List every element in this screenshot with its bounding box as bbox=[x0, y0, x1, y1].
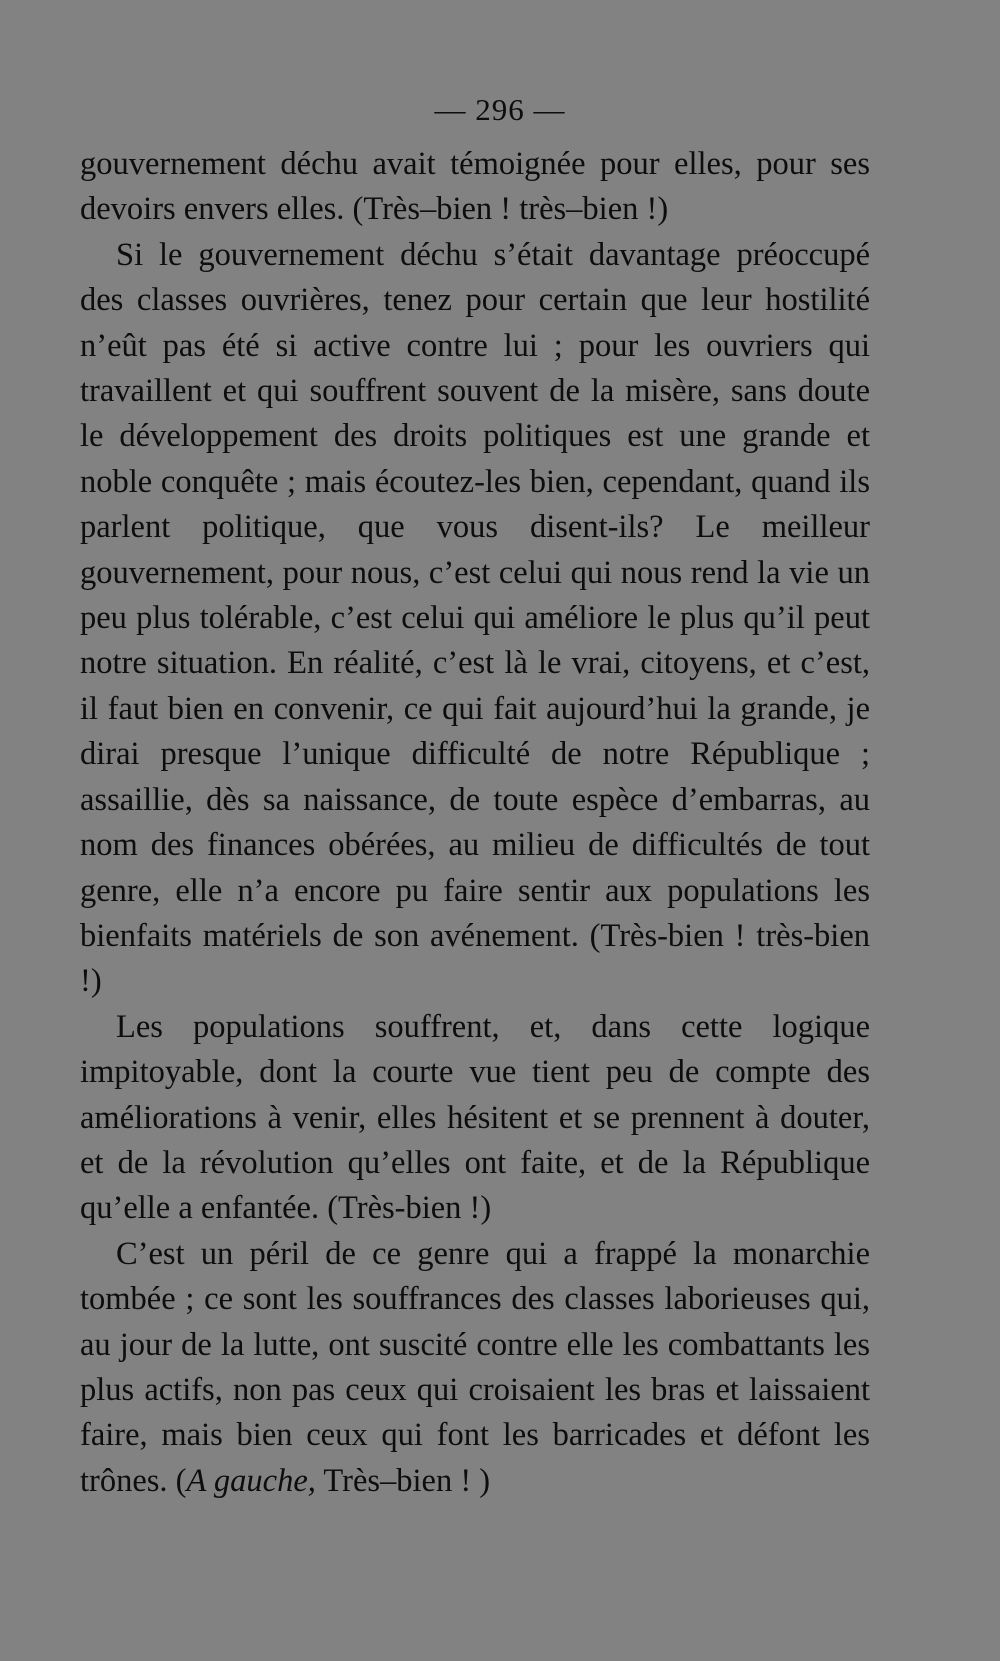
paragraph-1: gouvernement déchu avait témoignée pour elles, pour ses devoirs envers elles. (Très–bien ! très–bien !) bbox=[80, 146, 870, 228]
paragraph-4-end: Très–bien ! ) bbox=[315, 1462, 491, 1499]
paragraph-4-italic: A gauche, bbox=[186, 1462, 316, 1499]
paragraph-4-text: C’est un péril de ce genre qui a frappé la monarchie tombée ; ce sont les souffrances des classes laborieuses qui, au jour de la lutte, ont suscité contre elle les combattants les plus actifs, non pas ceux qui croisaient les bras et laissaient faire, mais bien ceux qui font les barricades et défont les trônes. ( bbox=[80, 1235, 870, 1499]
paragraph-2: Si le gouvernement déchu s’était davantage préoccupé des classes ouvrières, tenez pour certain que leur hostilité n’eût pas été si active contre lui ; pour les ouvriers qui travaillent et qui souffrent souvent de la misère, sans doute le développement des droits politiques est une grande et noble conquête ; mais écoutez-les bien, cependant, quand ils parlent politique, que vous disent-ils? Le meilleur gouvernement, pour nous, c’est celui qui nous rend la vie un peu plus tolérable, c’est celui qui améliore le plus qu’il peut notre situation. En réalité, c’est là le vrai, citoyens, et c’est, il faut bien en convenir, ce qui fait aujourd’hui la grande, je dirai presque l’unique difficulté de notre République ; assaillie, dès sa naissance, de toute espèce d’embarras, au nom des finances obérées, au milieu de difficultés de tout genre, elle n’a encore pu faire sentir aux populations les bienfaits matériels de son avénement. (Très-bien ! très-bien !) bbox=[80, 236, 870, 1000]
paragraph-4 bbox=[80, 1232, 870, 1504]
body-text bbox=[80, 142, 870, 1504]
paragraph-3: Les populations souffrent, et, dans cette logique impitoyable, dont la courte vue tient peu de compte des améliorations à venir, elles hésitent et se prennent à douter, et de la révolution qu’elles ont faite, et de la République qu’elle a enfantée. (Très-bien !) bbox=[80, 1008, 870, 1227]
page-number: — 296 — bbox=[434, 92, 566, 127]
